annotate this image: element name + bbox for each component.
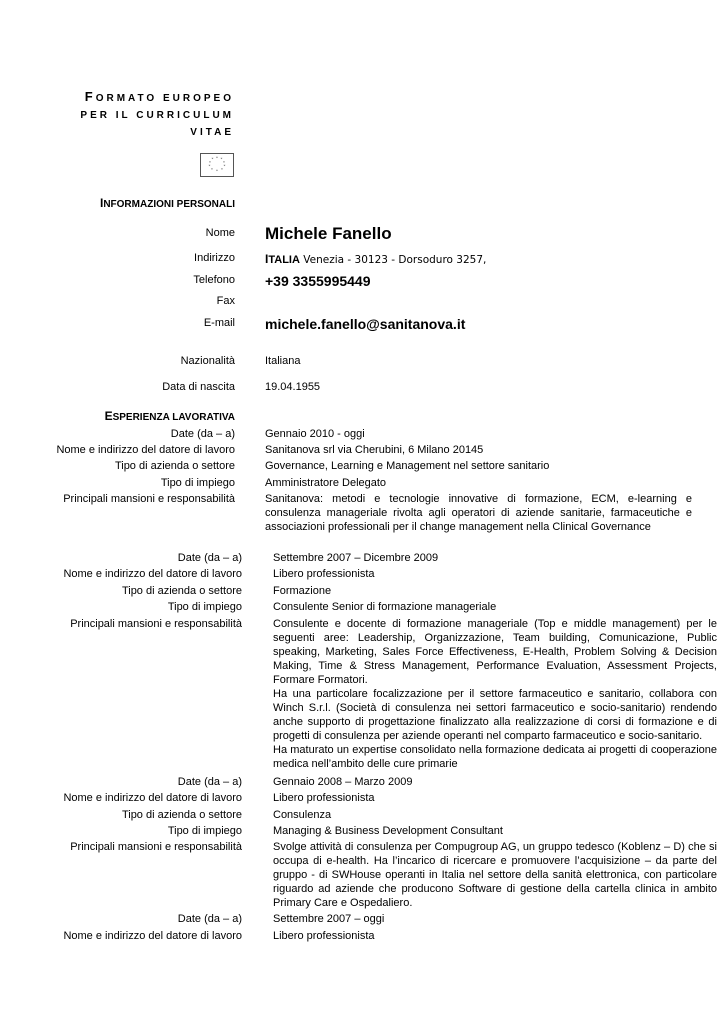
employer-value: Libero professionista bbox=[273, 568, 375, 580]
company-type-value: Consulenza bbox=[273, 809, 332, 821]
duties-paragraph: Sanitanova: metodi e tecnologie innovative di formazione, ECM, e-learning e consulenza manageriale rivolta agli operatori di aziende sanitarie, farmaceutiche e associazioni professionali per il change management nella Clinical Governance bbox=[265, 493, 692, 533]
svg-text:*: * bbox=[220, 157, 223, 161]
address-rest: Venezia - 30123 - Dorsoduro 3257, bbox=[303, 254, 487, 266]
svg-text:*: * bbox=[223, 164, 226, 168]
employer-value: Libero professionista bbox=[273, 930, 375, 942]
nationality-value: Italiana bbox=[265, 355, 301, 367]
job-type-value: Consulente Senior di formazione manageriale bbox=[273, 601, 497, 613]
cv-format-line-1: FORMATO EUROPEO bbox=[84, 89, 234, 104]
nationality-label: Nazionalità bbox=[180, 355, 235, 367]
job-type-value: Managing & Business Development Consultant bbox=[273, 825, 503, 837]
duties-label: Principali mansioni e responsabilità bbox=[70, 841, 242, 853]
phone-value: +39 3355995449 bbox=[265, 273, 371, 289]
fax-label: Fax bbox=[216, 295, 235, 307]
phone-label: Telefono bbox=[193, 274, 235, 286]
company-type-value: Governance, Learning e Management nel settore sanitario bbox=[265, 460, 550, 472]
duties-value bbox=[273, 617, 717, 771]
job-type-label: Tipo di impiego bbox=[160, 477, 235, 489]
company-type-label: Tipo di azienda o settore bbox=[114, 460, 235, 472]
section-title-experience: ESPERIENZA LAVORATIVA bbox=[104, 409, 235, 423]
email-value[interactable]: michele.fanello@sanitanova.it bbox=[265, 316, 466, 332]
job-type-value: Amministratore Delegato bbox=[265, 477, 387, 489]
svg-text:*: * bbox=[216, 169, 218, 173]
duties-value bbox=[273, 840, 717, 910]
birth-label: Data di nascita bbox=[162, 381, 235, 393]
address-label: Indirizzo bbox=[194, 252, 235, 264]
birth-value: 19.04.1955 bbox=[265, 381, 321, 393]
svg-text:*: * bbox=[221, 167, 223, 172]
date-value: Gennaio 2010 - oggi bbox=[265, 428, 365, 440]
svg-text:*: * bbox=[216, 156, 218, 160]
date-value: Gennaio 2008 – Marzo 2009 bbox=[273, 776, 413, 788]
duties-paragraph: Ha maturato un expertise consolidato nella formazione dedicata ai progetti di cooperazione medica nell’ambito delle cure primarie bbox=[273, 744, 717, 770]
date-label: Date (da – a) bbox=[170, 428, 235, 440]
employer-label: Nome e indirizzo del datore di lavoro bbox=[63, 930, 242, 942]
cv-format-line-3: VITAE bbox=[190, 127, 234, 138]
svg-text:*: * bbox=[211, 157, 214, 161]
date-label: Date (da – a) bbox=[177, 776, 242, 788]
date-value: Settembre 2007 – oggi bbox=[273, 913, 385, 925]
svg-text:*: * bbox=[209, 160, 211, 165]
date-label: Date (da – a) bbox=[177, 913, 242, 925]
company-type-label: Tipo di azienda o settore bbox=[121, 585, 242, 597]
section-title-personal: INFORMAZIONI PERSONALI bbox=[99, 196, 235, 210]
duties-paragraph: Ha una particolare focalizzazione per il settore farmaceutico e sanitario, collabora con Winch S.r.l. (Società di consulenza nei settori farmaceutico e socio-sanitario) rendendo anche supporto di progettazione finalizzato alla realizzazione di corsi di formazione e di progetti di consulenza per aziende operanti nel comparto farmaceutico e socio-sanitario. bbox=[273, 688, 717, 742]
duties-paragraph: Consulente e docente di formazione manageriale (Top e middle management) per le seguenti aree: Leadership, Organizzazione, Team building, Comunicazione, Public speaking, Marketing, Sales Force Effectiveness, E-Health, Problem Solving & Decision Making, Time & Stress Management, Performance Evaluation, Assessment Projects, Formare Formatori. bbox=[273, 618, 717, 686]
date-value: Settembre 2007 – Dicembre 2009 bbox=[273, 552, 439, 564]
svg-text:*: * bbox=[211, 167, 213, 172]
svg-text:*: * bbox=[208, 164, 211, 168]
name-label: Nome bbox=[205, 227, 235, 239]
cv-format-line-1-text: ORMATO EUROPEO bbox=[95, 93, 234, 104]
duties-label: Principali mansioni e responsabilità bbox=[70, 618, 242, 630]
cv-format-line-2: PER IL CURRICULUM bbox=[80, 110, 234, 121]
employer-label: Nome e indirizzo del datore di lavoro bbox=[56, 444, 235, 456]
address-country: ITALIA bbox=[265, 252, 300, 266]
name-value: Michele Fanello bbox=[265, 224, 392, 243]
address-value bbox=[265, 252, 486, 267]
employer-label: Nome e indirizzo del datore di lavoro bbox=[63, 568, 242, 580]
employer-value: Libero professionista bbox=[273, 792, 375, 804]
employer-value: Sanitanova srl via Cherubini, 6 Milano 20145 bbox=[265, 444, 484, 456]
duties-label: Principali mansioni e responsabilità bbox=[63, 493, 235, 505]
employer-label: Nome e indirizzo del datore di lavoro bbox=[63, 792, 242, 804]
email-label: E-mail bbox=[203, 317, 235, 329]
duties-value bbox=[265, 492, 692, 534]
cv-format-title bbox=[0, 88, 234, 141]
svg-text:*: * bbox=[223, 160, 225, 165]
duties-paragraph: Svolge attività di consulenza per Compugroup AG, un gruppo tedesco (Koblenz – D) che si occupa di e-health. Ha l’incarico di ricercare e promuovere l’acquisizione – da parte del gruppo - di SWHouse operanti in Italia nel settore della sanità elettronica, con particolare riguardo ad aziende che producono Software di gestione della cartella clinica in ambito Primary Care e Ospedaliero. bbox=[273, 841, 717, 909]
job-type-label: Tipo di impiego bbox=[167, 825, 242, 837]
company-type-label: Tipo di azienda o settore bbox=[121, 809, 242, 821]
eu-flag-icon bbox=[200, 153, 234, 177]
date-label: Date (da – a) bbox=[177, 552, 242, 564]
company-type-value: Formazione bbox=[273, 585, 332, 597]
job-type-label: Tipo di impiego bbox=[167, 601, 242, 613]
